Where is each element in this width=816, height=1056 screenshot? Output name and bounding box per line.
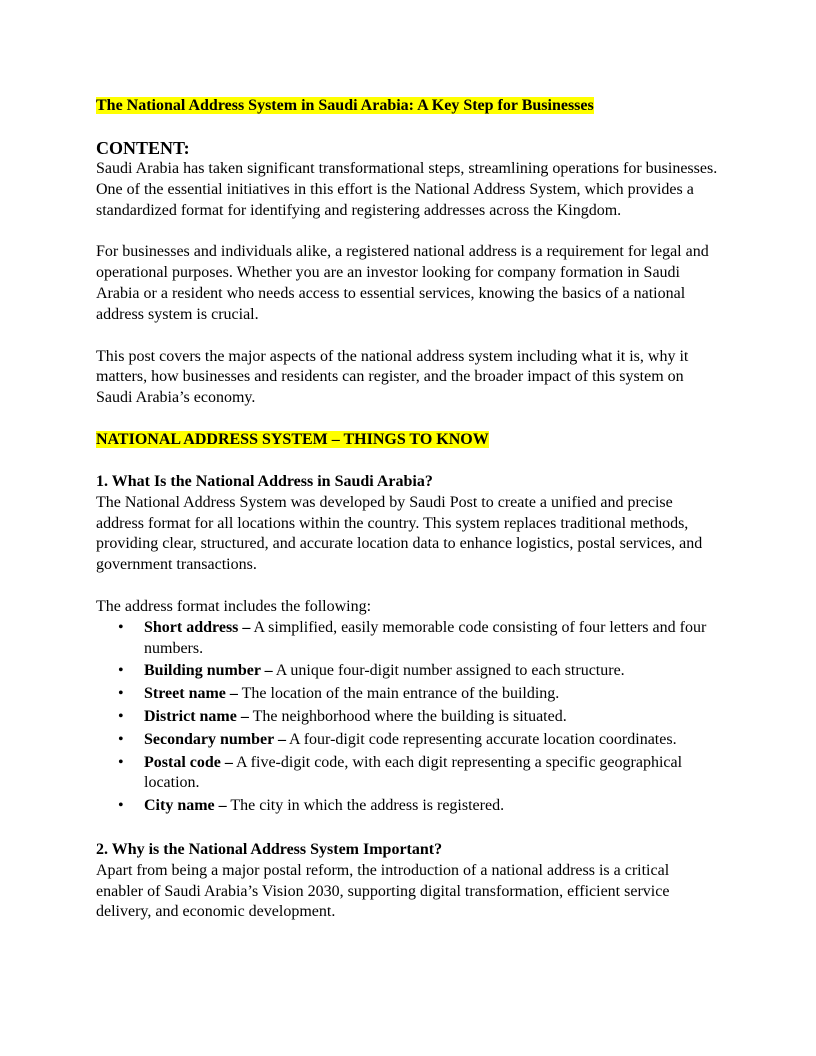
- list-item-text: A five-digit code, with each digit representing a specific geographical location.: [144, 753, 683, 792]
- list-item: [96, 730, 720, 751]
- spacer: [96, 409, 720, 430]
- list-item-text: A simplified, easily memorable code consisting of four letters and four numbers.: [144, 618, 707, 657]
- question-1-paragraph: The National Address System was developed by Saudi Post to create a unified and precise address format for all locations within the country. This system replaces traditional methods, providing clear, structured, and accurate location data to enhance logistics, postal services, and government transactions.: [96, 493, 703, 574]
- list-item: [96, 753, 720, 795]
- list-item: [96, 707, 720, 728]
- list-item: [96, 684, 720, 705]
- spacer: [96, 117, 720, 138]
- bullet-icon: •: [118, 753, 124, 771]
- list-item-term: District name –: [144, 707, 249, 725]
- address-format-list: [96, 618, 720, 817]
- list-item-term: Street name –: [144, 685, 238, 703]
- question-1-heading: 1. What Is the National Address in Saudi Arabia?: [96, 472, 433, 490]
- bullet-icon: •: [118, 618, 124, 636]
- section-heading: NATIONAL ADDRESS SYSTEM – THINGS TO KNOW: [96, 430, 489, 448]
- content-label: CONTENT:: [96, 138, 190, 158]
- section-heading-line: [96, 430, 720, 451]
- document-title-line: [96, 96, 720, 117]
- spacer: [96, 819, 720, 840]
- list-item-text: A four-digit code representing accurate location coordinates.: [285, 730, 677, 748]
- list-item: [96, 618, 720, 660]
- list-item-text: The city in which the address is registered.: [226, 797, 505, 815]
- intro-paragraph-3: This post covers the major aspects of the national address system including what it is, why it matters, how businesses and residents can register, and the broader impact of this system on Saudi Arabia’s economy.: [96, 347, 689, 407]
- document-page: [96, 96, 720, 923]
- list-item-text: The neighborhood where the building is situated.: [248, 707, 567, 725]
- bullet-icon: •: [118, 797, 124, 815]
- list-item-term: Building number –: [144, 662, 273, 680]
- question-2-heading: 2. Why is the National Address System Important?: [96, 840, 443, 858]
- list-item-text: A unique four-digit number assigned to each structure.: [272, 662, 625, 680]
- spacer: [96, 221, 720, 242]
- list-item-term: Short address –: [144, 618, 251, 636]
- spacer: [96, 576, 720, 597]
- bullet-icon: •: [118, 730, 124, 748]
- document-title: The National Address System in Saudi Arabia: A Key Step for Businesses: [96, 97, 594, 114]
- bullet-icon: •: [118, 707, 124, 725]
- list-item: [96, 796, 720, 817]
- list-item-term: City name –: [144, 797, 227, 815]
- list-item-term: Postal code –: [144, 753, 233, 771]
- intro-paragraph-1: Saudi Arabia has taken significant transformational steps, streamlining operations for businesses. One of the essential initiatives in this effort is the National Address System, which provides a standardized format for identifying and registering addresses across the Kingdom.: [96, 160, 718, 219]
- list-intro: The address format includes the following:: [96, 597, 372, 615]
- list-item-text: The location of the main entrance of the building.: [237, 685, 560, 703]
- question-2-paragraph: Apart from being a major postal reform, the introduction of a national address is a critical enabler of Saudi Arabia’s Vision 2030, supporting digital transformation, efficient service delivery, and economic development.: [96, 861, 670, 921]
- list-item: [96, 661, 720, 682]
- spacer: [96, 451, 720, 472]
- intro-paragraph-2: For businesses and individuals alike, a registered national address is a requirement for legal and operational purposes. Whether you are an investor looking for company formation in Saudi Arabia or a resident who needs access to essential services, knowing the basics of a national address system is crucial.: [96, 243, 709, 323]
- list-item-term: Secondary number –: [144, 730, 286, 748]
- bullet-icon: •: [118, 662, 124, 680]
- bullet-icon: •: [118, 685, 124, 703]
- spacer: [96, 326, 720, 347]
